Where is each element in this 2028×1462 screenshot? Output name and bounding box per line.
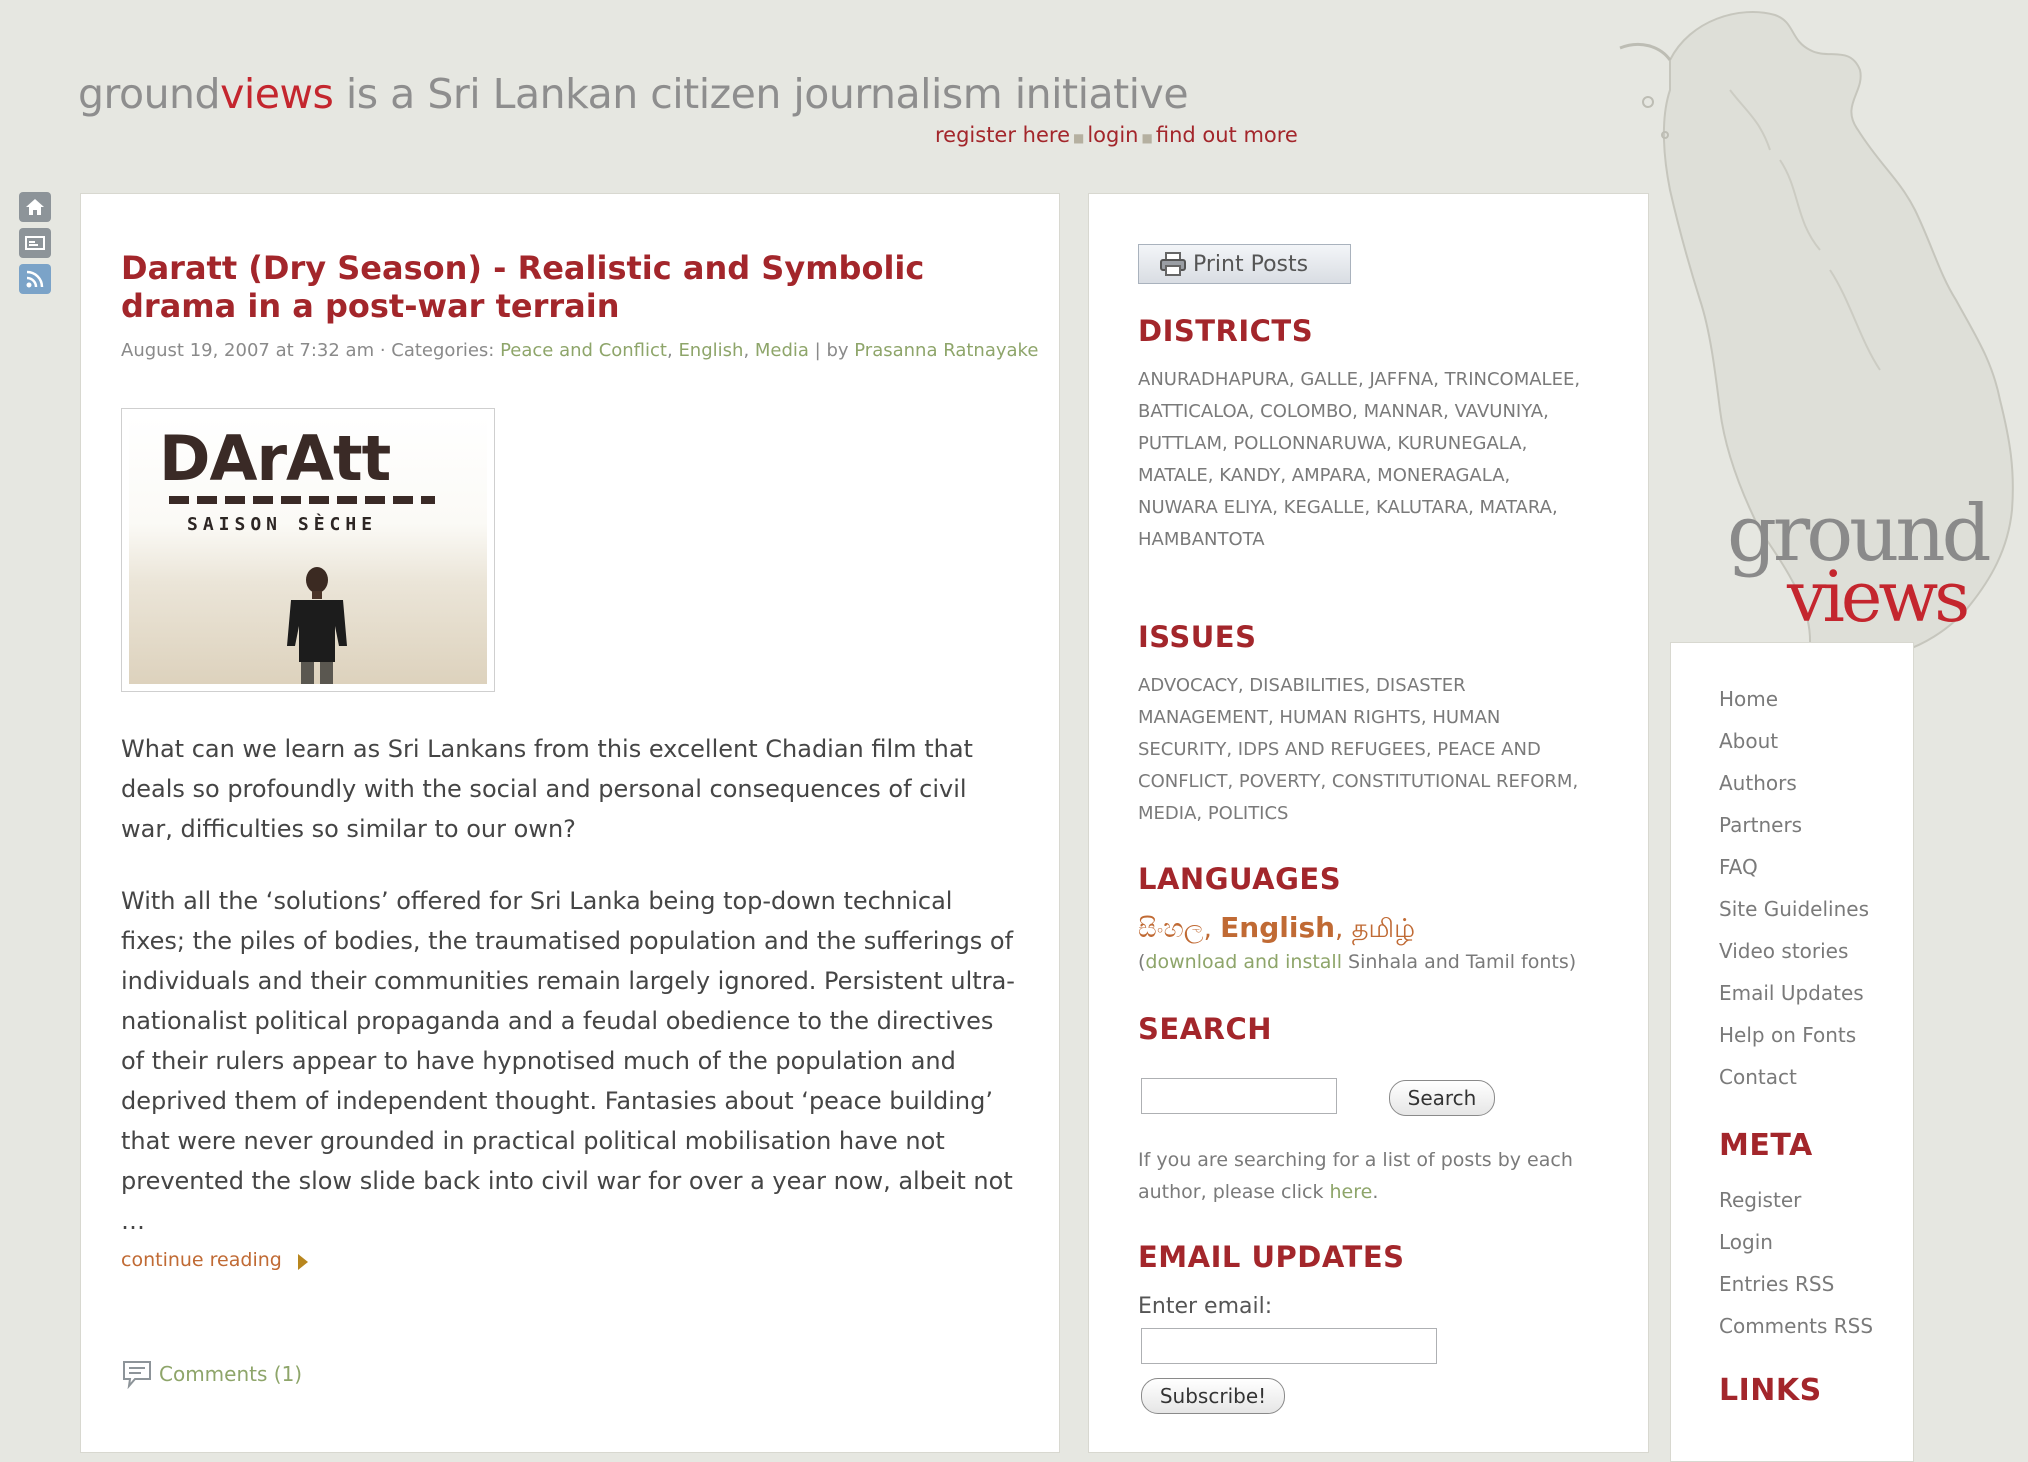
categories-label: · Categories: [374,340,501,361]
meta-heading: META [1719,1128,1813,1163]
separator-dot-icon: ■ [1141,131,1153,145]
nav-item-site-guidelines[interactable]: Site Guidelines [1719,897,1869,921]
home-icon[interactable] [19,192,51,222]
header-links [935,123,1298,147]
print-posts-button[interactable] [1138,244,1351,284]
download-fonts-link[interactable]: download and install [1145,951,1342,973]
email-updates-heading: EMAIL UPDATES [1138,1240,1405,1274]
post-paragraph: What can we learn as Sri Lankans from this excellent Chadian film that deals so profoundly with the social and personal consequences of civil war, difficulties so similar to our own? [121,735,973,843]
tagline-text: is a Sri Lankan citizen journalism initiative [333,70,1189,118]
login-link[interactable]: login [1087,123,1139,147]
main-nav [1719,685,1869,1105]
printer-icon [1159,251,1187,277]
movie-poster-image[interactable] [121,408,495,692]
side-icon-strip [19,192,53,300]
author-link[interactable]: Prasanna Ratnayake [854,340,1039,361]
logo-ground: ground [1727,489,1988,579]
note-open-paren: ( [1138,951,1146,973]
continue-reading-link[interactable] [121,1249,308,1271]
search-note-text: If you are searching for a list of posts by each author, please click [1138,1149,1573,1203]
nav-item-help-on-fonts[interactable]: Help on Fonts [1719,1023,1857,1047]
right-nav-panel [1670,642,1914,1462]
search-note-end: . [1372,1181,1379,1203]
search-button[interactable]: Search [1389,1080,1495,1116]
districts-list[interactable]: ANURADHAPURA, GALLE, JAFFNA, TRINCOMALEE, BATTICALOA, COLOMBO, MANNAR, VAVUNIYA, PUTTLAM, POLLONNARUWA, KURUNEGALA, MATALE, KANDY, AMPARA, MONERAGALA, NUWARA ELIYA, KEGALLE, KALUTARA, MATARA, HAMBANTOTA [1138,369,1581,550]
poster-title: DArAtt [159,422,391,495]
brand-ground: ground [78,70,221,118]
print-posts-label: Print Posts [1193,251,1309,277]
meta-item-register[interactable]: Register [1719,1188,1802,1212]
site-tagline [78,70,1188,118]
comments-label: Comments (1) [159,1362,303,1386]
note-text: Sinhala and Tamil fonts) [1342,951,1577,973]
nav-item-email-updates[interactable]: Email Updates [1719,981,1864,1005]
subscribe-button[interactable]: Subscribe! [1141,1378,1285,1414]
post-title-link[interactable]: Daratt (Dry Season) - Realistic and Symbolic drama in a post-war terrain [121,249,925,325]
search-note [1138,1144,1598,1208]
issues-list[interactable]: ADVOCACY, DISABILITIES, DISASTER MANAGEMENT, HUMAN RIGHTS, HUMAN SECURITY, IDPS AND REFUGEES, PEACE AND CONFLICT, POVERTY, CONSTITUTIONAL REFORM, MEDIA, POLITICS [1138,675,1579,824]
rss-icon[interactable] [19,264,51,294]
nav-item-contact[interactable]: Contact [1719,1065,1797,1089]
language-links: සිංහල, English, தமிழ் [1138,911,1416,944]
issues-heading: ISSUES [1138,620,1257,654]
brand-views: views [220,70,334,118]
nav-item-home[interactable]: Home [1719,687,1779,711]
language-link-sinhala[interactable]: සිංහල [1138,914,1204,944]
links-heading: LINKS [1719,1373,1822,1408]
continue-reading-label: continue reading [121,1249,282,1271]
separator-dot-icon: ■ [1072,131,1085,145]
meta-list [1719,1186,1873,1354]
post-title[interactable] [121,249,1021,325]
post-meta: August 19, 2007 at 7:32 am · Categories: Peace and Conflict, English, Media | by Prasanna Ratnayake [121,340,1039,361]
register-link[interactable]: register here [935,123,1070,147]
meta-item-login[interactable]: Login [1719,1230,1773,1254]
card-icon[interactable] [19,228,51,258]
email-label: Enter email: [1138,1294,1273,1319]
category-link-english[interactable]: English [678,340,744,361]
poster-subtitle: SAISON SÈCHE [187,514,378,535]
post-date: August 19, 2007 at 7:32 am [121,340,375,361]
main-post-panel [80,193,1060,1453]
meta-item-entries-rss[interactable]: Entries RSS [1719,1272,1835,1296]
email-field[interactable] [1141,1328,1437,1364]
districts-heading: DISTRICTS [1138,314,1314,348]
nav-item-about[interactable]: About [1719,729,1779,753]
poster-arabic-script-icon [169,495,459,505]
nav-item-authors[interactable]: Authors [1719,771,1797,795]
nav-item-faq[interactable]: FAQ [1719,855,1758,879]
comments-link[interactable] [121,1359,302,1389]
by-label: | by [808,340,855,361]
sidebar-panel [1088,193,1649,1453]
search-heading: SEARCH [1138,1012,1273,1046]
post-excerpt [121,729,1021,1273]
arrow-right-icon [298,1254,308,1270]
language-link-english[interactable]: English [1220,911,1336,944]
nav-item-partners[interactable]: Partners [1719,813,1803,837]
language-link-tamil[interactable]: தமிழ் [1351,914,1416,944]
meta-item-comments-rss[interactable]: Comments RSS [1719,1314,1874,1338]
search-input[interactable] [1141,1078,1337,1114]
author-list-link[interactable]: here [1329,1181,1373,1203]
logo-views: views [1787,556,1967,638]
find-out-more-link[interactable]: find out more [1155,123,1298,147]
poster-figure-icon [277,566,357,684]
poster-artwork [129,416,487,684]
comment-bubble-icon [121,1359,153,1389]
post-paragraph: With all the ‘solutions’ offered for Sri Lanka being top-down technical fixes; the piles of bodies, the traumatised population and the sufferings of individuals and their communities remain largely ignored. Persistent ultra-nationalist political propaganda and a feudal obedience to the directives of their rulers appear to have hypnotised much of the population and deprived them of independent thought. Fantasies about ‘peace building’ that were never grounded in practical political mobilisation have not prevented the slow slide back into civil war for over a year now, albeit not … [121,887,1015,1235]
nav-item-video-stories[interactable]: Video stories [1719,939,1849,963]
category-link-media[interactable]: Media [754,340,809,361]
category-link-peace-and-conflict[interactable]: Peace and Conflict [500,340,667,361]
font-download-note [1138,951,1576,973]
languages-heading: LANGUAGES [1138,862,1342,896]
